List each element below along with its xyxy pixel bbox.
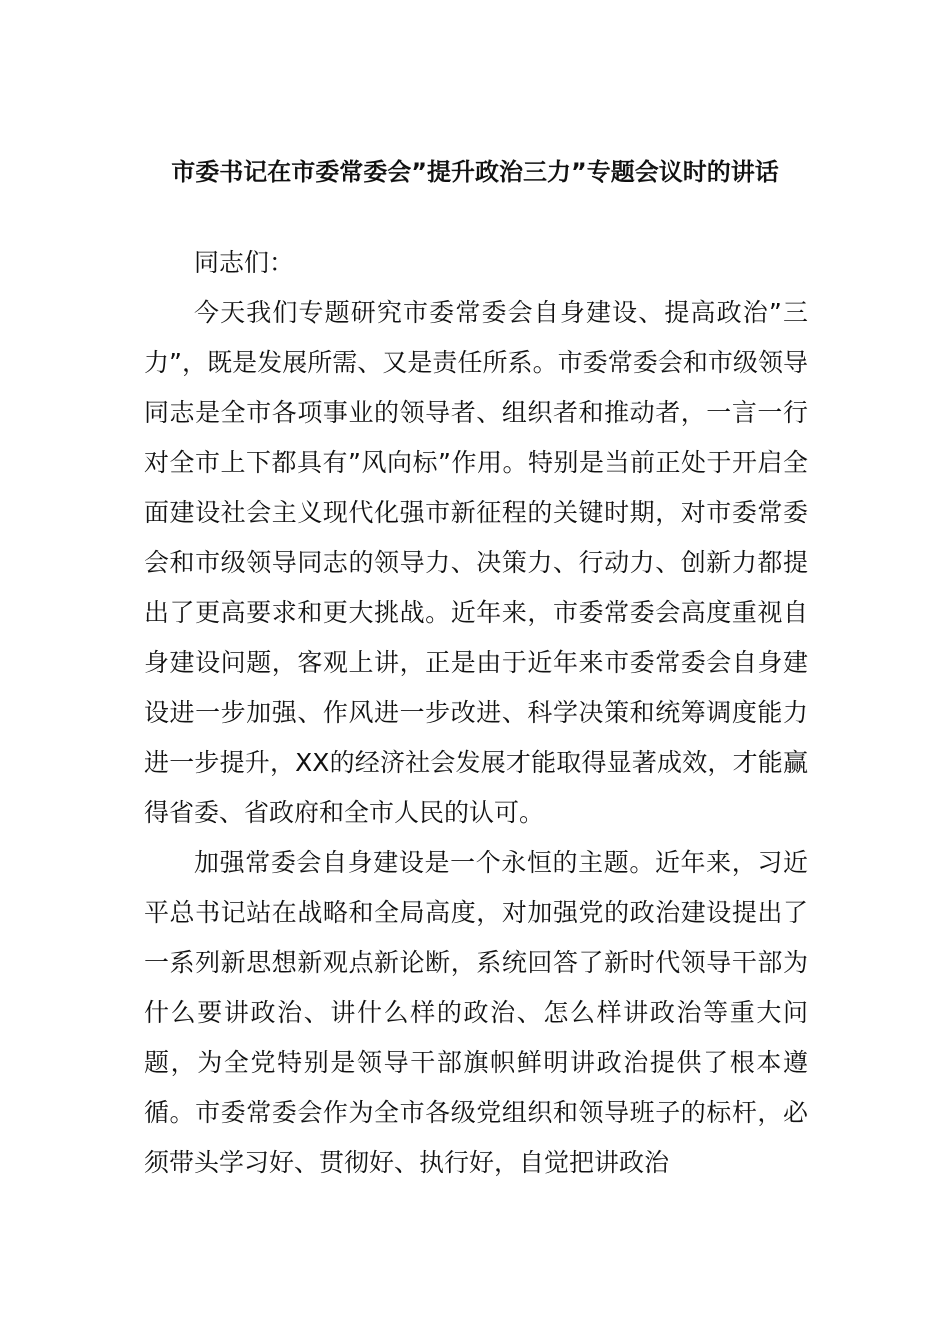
- paragraph-1: 今天我们专题研究市委常委会自身建设、提高政治”三力”，既是发展所需、又是责任所系。市委常委会和市级领导同志是全市各项事业的领导者、组织者和推动者，一言一行对全市上下都具有”风向标”作用。特别是当前正处于开启全面建设社会主义现代化强市新征程的关键时期，对市委常委会和市级领导同志的领导力、决策力、行动力、创新力都提出了更高要求和更大挑战。近年来，市委常委会高度重视自身建设问题，客观上讲，正是由于近年来市委常委会自身建设进一步加强、作风进一步改进、科学决策和统筹调度能力进一步提升，XX的经济社会发展才能取得显著成效，才能赢得省委、省政府和全市人民的认可。: [144, 298, 808, 827]
- paragraph-2: 加强常委会自身建设是一个永恒的主题。近年来，习近平总书记站在战略和全局高度，对加强党的政治建设提出了一系列新思想新观点新论断，系统回答了新时代领导干部为什么要讲政治、讲什么样的政治、怎么样讲政治等重大问题，为全党特别是领导干部旗帜鲜明讲政治提供了根本遵循。市委常委会作为全市各级党组织和领导班子的标杆，必须带头学习好、贯彻好、执行好，自觉把讲政治: [144, 848, 808, 1177]
- document-title: 市委书记在市委常委会”提升政治三力”专题会议时的讲话: [171, 158, 779, 186]
- document-body: [144, 238, 808, 1188]
- salutation: 同志们：: [194, 248, 295, 277]
